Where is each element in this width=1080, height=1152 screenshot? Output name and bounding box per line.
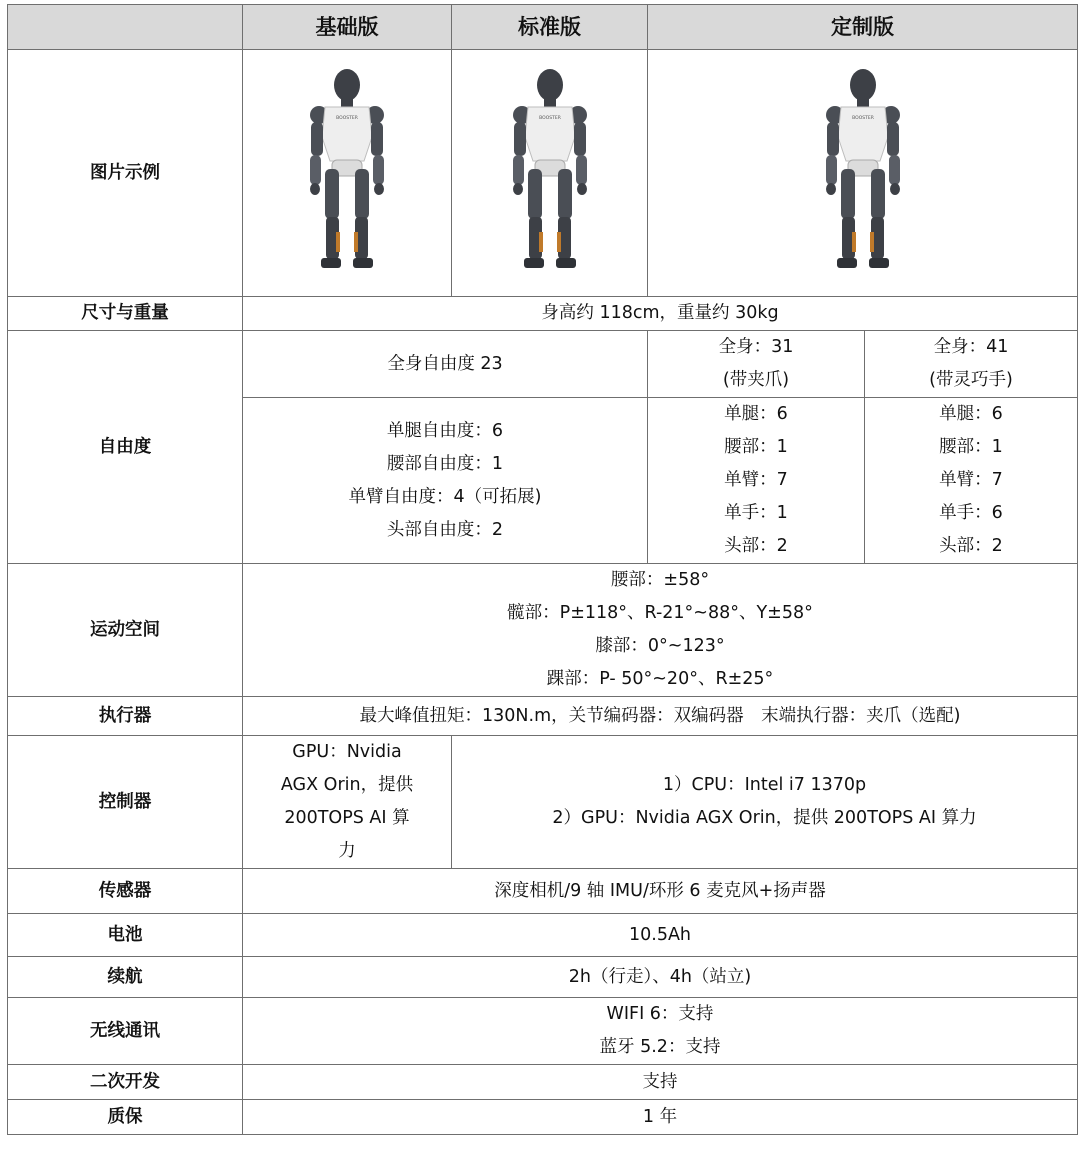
dof-total-custom-a-line: (带夹爪) — [722, 370, 790, 390]
controller-basic-line: 200TOPS AI 算 — [284, 808, 410, 828]
wireless-line: WIFI 6：支持 — [606, 1004, 714, 1024]
label-warranty: 质保 — [8, 1100, 243, 1135]
value-actuator: 最大峰值扭矩：130N.m，关节编码器：双编码器 末端执行器：夹爪（选配) — [243, 697, 1078, 736]
dof-detail-basic — [243, 398, 648, 564]
header-row — [8, 5, 1078, 50]
motion-line: 踝部：P- 50°~20°、R±25° — [546, 669, 774, 689]
label-dev: 二次开发 — [8, 1065, 243, 1100]
motion-line: 髋部：P±118°、R-21°~88°、Y±58° — [507, 603, 813, 623]
value-endurance: 2h（行走）、4h（站立) — [243, 957, 1078, 998]
controller-basic-line: AGX Orin，提供 — [280, 775, 414, 795]
value-motion — [243, 564, 1078, 697]
dof-total-custom-b-line: (带灵巧手) — [929, 370, 1013, 390]
row-dev — [8, 1065, 1078, 1100]
row-controller — [8, 736, 1078, 869]
dof-total-custom-b — [865, 331, 1078, 398]
controller-basic-line: GPU：Nvidia — [292, 742, 402, 762]
value-warranty: 1 年 — [243, 1100, 1078, 1135]
row-dof-total — [8, 331, 1078, 398]
label-actuator: 执行器 — [8, 697, 243, 736]
controller-basic-line: 力 — [338, 841, 356, 861]
row-sensor — [8, 869, 1078, 914]
dof-detail-custom-b — [865, 398, 1078, 564]
dof-detail-custom-a — [648, 398, 865, 564]
label-wireless: 无线通讯 — [8, 998, 243, 1065]
dof-detail-custom-b-line: 单臂：7 — [939, 470, 1003, 490]
robot-logo-text: BOOSTER — [538, 116, 561, 121]
dof-total-custom-b-line: 全身：41 — [933, 337, 1009, 357]
row-size — [8, 297, 1078, 331]
dof-detail-basic-line: 单臂自由度：4（可拓展) — [348, 486, 542, 507]
row-motion — [8, 564, 1078, 697]
image-custom — [648, 50, 1078, 297]
value-dev: 支持 — [243, 1065, 1078, 1100]
dof-detail-basic-line: 单腿自由度：6 — [386, 420, 504, 441]
robot-image — [495, 67, 605, 279]
spec-table — [7, 4, 1078, 1135]
dof-detail-custom-a-line: 单手：1 — [724, 503, 788, 523]
controller-other-line: 2）GPU：Nvidia AGX Orin，提供 200TOPS AI 算力 — [552, 808, 977, 828]
dof-detail-custom-b-line: 单腿：6 — [939, 404, 1003, 424]
dof-total-custom-a — [648, 331, 865, 398]
label-motion: 运动空间 — [8, 564, 243, 697]
header-blank — [8, 5, 243, 50]
row-warranty — [8, 1100, 1078, 1135]
controller-other-line: 1）CPU：Intel i7 1370p — [662, 775, 867, 795]
image-basic — [243, 50, 452, 297]
dof-total-custom-a-line: 全身：31 — [718, 337, 794, 357]
label-sensor: 传感器 — [8, 869, 243, 914]
dof-detail-custom-a-line: 单臂：7 — [724, 470, 788, 490]
row-battery — [8, 914, 1078, 957]
dof-detail-basic-line: 腰部自由度：1 — [386, 453, 504, 474]
image-standard — [452, 50, 648, 297]
label-dof: 自由度 — [8, 331, 243, 564]
dof-detail-custom-a-line: 头部：2 — [724, 536, 788, 556]
header-basic: 基础版 — [243, 5, 452, 50]
dof-detail-custom-b-line: 单手：6 — [939, 503, 1003, 523]
label-controller: 控制器 — [8, 736, 243, 869]
header-custom: 定制版 — [648, 5, 1078, 50]
controller-basic — [243, 736, 452, 869]
dof-detail-custom-a-line: 腰部：1 — [724, 437, 788, 457]
row-actuator — [8, 697, 1078, 736]
robot-image — [292, 67, 402, 279]
row-endurance — [8, 957, 1078, 998]
value-wireless — [243, 998, 1078, 1065]
robot-logo-text: BOOSTER — [336, 116, 358, 121]
dof-detail-custom-a-line: 单腿：6 — [724, 404, 788, 424]
dof-total-basic: 全身自由度 23 — [243, 331, 648, 398]
label-size: 尺寸与重量 — [8, 297, 243, 331]
motion-line: 腰部：±58° — [610, 570, 710, 590]
label-image: 图片示例 — [8, 50, 243, 297]
value-size: 身高约 118cm，重量约 30kg — [243, 297, 1078, 331]
dof-detail-basic-line: 头部自由度：2 — [386, 519, 504, 540]
dof-detail-custom-b-line: 头部：2 — [939, 536, 1003, 556]
robot-image — [808, 67, 918, 279]
motion-line: 膝部：0°~123° — [595, 636, 725, 656]
value-sensor: 深度相机/9 轴 IMU/环形 6 麦克风+扬声器 — [243, 869, 1078, 914]
row-image — [8, 50, 1078, 297]
dof-detail-custom-b-line: 腰部：1 — [939, 437, 1003, 457]
value-battery: 10.5Ah — [243, 914, 1078, 957]
wireless-line: 蓝牙 5.2：支持 — [599, 1037, 721, 1057]
header-standard: 标准版 — [452, 5, 648, 50]
label-battery: 电池 — [8, 914, 243, 957]
label-endurance: 续航 — [8, 957, 243, 998]
row-wireless — [8, 998, 1078, 1065]
robot-logo-text: BOOSTER — [851, 116, 874, 121]
controller-other — [452, 736, 1078, 869]
